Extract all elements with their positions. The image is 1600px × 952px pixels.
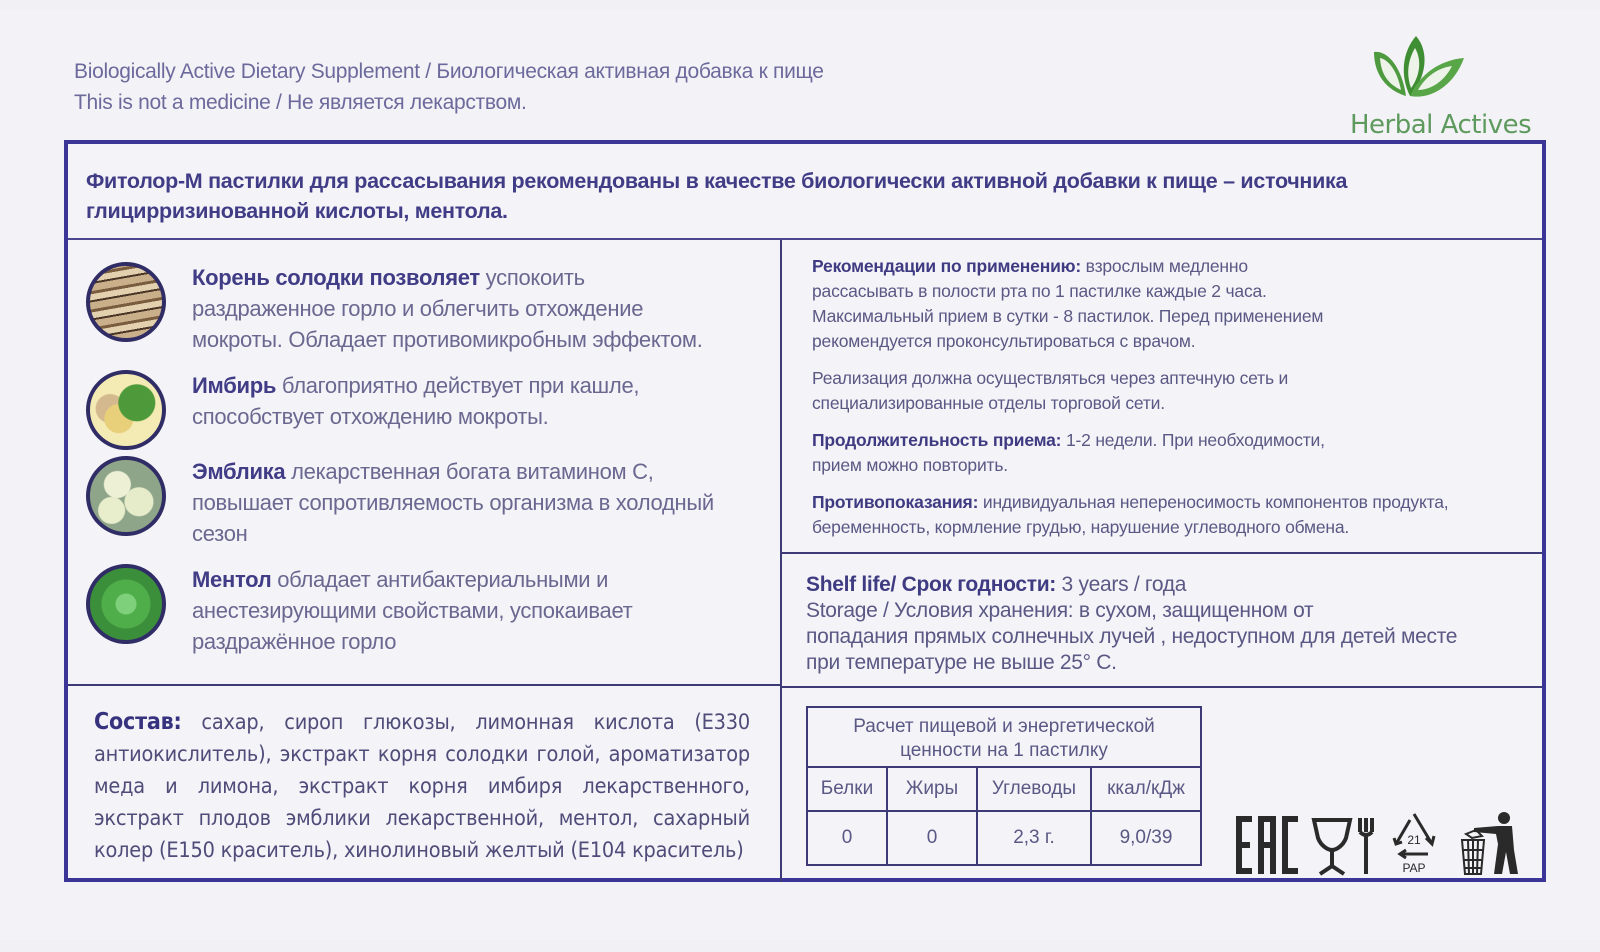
duration-label: Продолжительность приема:	[812, 430, 1062, 450]
caption-line: Расчет пищевой и энергетической	[853, 716, 1155, 737]
recommendations-text: рекомендуется проконсультироваться с врачом.	[812, 331, 1196, 351]
nutrition-values-row	[807, 811, 1201, 865]
value-energy: 9,0/39	[1091, 811, 1201, 865]
storage-text: Storage / Условия хранения: в сухом, защищенном от	[806, 599, 1314, 622]
header-carbs: Углеводы	[977, 767, 1091, 811]
shelf-life-storage	[806, 572, 1526, 676]
ingredient-name: Эмблика	[192, 459, 286, 484]
ingredient-text	[192, 262, 703, 355]
caption-line: ценности на 1 пастилку	[900, 740, 1108, 761]
ingredient-text	[192, 564, 632, 657]
tidy-man-icon	[1458, 810, 1518, 876]
composition-label: Состав:	[94, 709, 182, 735]
ingredient-ginger	[86, 370, 766, 450]
ingredient-desc: обладает антибактериальными и	[271, 567, 609, 592]
recycle-pap-icon	[1386, 810, 1442, 876]
nutrition-table	[806, 706, 1202, 866]
composition	[94, 706, 750, 867]
shelf-life-value: 3 years / года	[1056, 573, 1187, 596]
value-carbs: 2,3 г.	[977, 811, 1091, 865]
ingredient-name: Имбирь	[192, 373, 277, 398]
info-frame	[64, 140, 1546, 882]
nutrition-header-row	[807, 767, 1201, 811]
shelf-life-label: Shelf life/ Срок годности:	[806, 573, 1057, 596]
ginger-image	[86, 370, 166, 450]
duration-text: прием можно повторить.	[812, 455, 1008, 475]
header-protein: Белки	[807, 767, 887, 811]
duration-text: 1-2 недели. При необходимости,	[1061, 430, 1325, 450]
storage-text: при температуре не выше 25° С.	[806, 651, 1117, 674]
contraindications	[812, 490, 1512, 540]
eac-mark-icon	[1236, 814, 1300, 876]
recommendations-text: рассасывать в полости рта по 1 пастилке каждые 2 часа.	[812, 281, 1267, 301]
row-divider-right-bottom	[780, 686, 1542, 688]
leaves-icon	[1368, 34, 1468, 104]
ingredient-desc: успокоить	[479, 265, 585, 290]
recommendations-text: Максимальный прием в сутки - 8 пастилок. Перед применением	[812, 306, 1324, 326]
ingredient-name: Ментол	[192, 567, 272, 592]
product-description	[68, 144, 1542, 240]
certification-marks	[1236, 804, 1526, 884]
header-fat: Жиры	[887, 767, 977, 811]
composition-text: сахар, сироп глюкозы, лимонная кислота (Е330 антиокислитель), экстракт корня солодки голой, ароматизатор меда и лимона, экстракт корня имбиря лекарственного, экстракт плодов эмблики лекарственной, ментол, сахарный колер (Е150 краситель), хинолиновый желтый (Е104 краситель)	[94, 710, 750, 863]
licorice-root-image	[86, 262, 166, 342]
mint-image	[86, 564, 166, 644]
value-fat: 0	[887, 811, 977, 865]
ingredient-desc: раздражённое горло	[192, 629, 397, 654]
ingredient-desc: анестезирующими свойствами, успокаивает	[192, 598, 633, 623]
ingredient-text	[192, 370, 639, 432]
ingredient-desc: мокроты. Обладает противомикробным эффектом.	[192, 327, 703, 352]
ingredient-text	[192, 456, 714, 549]
ingredient-desc: повышает сопротивляемость организма в холодный	[192, 490, 714, 515]
row-divider-left	[68, 684, 780, 686]
ingredient-desc: благоприятно действует при кашле,	[276, 373, 640, 398]
recommendations-label: Рекомендации по применению:	[812, 256, 1082, 276]
nutrition-caption	[807, 707, 1201, 767]
ingredient-name: Корень солодки позволяет	[192, 265, 480, 290]
header-energy: ккал/кДж	[1091, 767, 1201, 811]
ingredient-desc: способствует отхождению мокроты.	[192, 404, 549, 429]
description-line-1: Фитолор-М пастилки для рассасывания рекомендованы в качестве биологически активной добавки к пище – источника	[86, 169, 1348, 193]
sales-text: специализированные отделы торговой сети.	[812, 393, 1165, 413]
usage-recommendations	[812, 254, 1512, 354]
value-protein: 0	[807, 811, 887, 865]
contraindications-label: Противопоказания:	[812, 492, 979, 512]
notice-line-1: Biologically Active Dietary Supplement / Биологическая активная добавка к пище	[74, 60, 824, 83]
sales-text: Реализация должна осуществляться через аптечную сеть и	[812, 368, 1289, 388]
contraindications-text: индивидуальная непереносимость компонентов продукта,	[978, 492, 1449, 512]
storage-text: попадания прямых солнечных лучей , недоступном для детей месте	[806, 625, 1458, 648]
svg-text:21: 21	[1407, 833, 1421, 847]
recommendations-text: взрослым медленно	[1081, 256, 1248, 276]
svg-text:PAP: PAP	[1402, 861, 1426, 875]
sales-note	[812, 366, 1512, 416]
row-divider-right-top	[780, 552, 1542, 554]
ingredient-menthol	[86, 564, 766, 657]
column-divider	[780, 240, 782, 882]
ingredient-emblica	[86, 456, 766, 549]
emblica-image	[86, 456, 166, 536]
brand-name: Herbal Actives	[1350, 110, 1532, 140]
contraindications-text: беременность, кормление грудью, нарушение углеводного обмена.	[812, 517, 1350, 537]
supplement-notice	[74, 56, 824, 118]
intake-duration	[812, 428, 1512, 478]
notice-line-2: This is not a medicine / Не является лекарством.	[74, 91, 527, 114]
food-contact-icon	[1310, 814, 1376, 876]
brand-logo	[1340, 34, 1550, 144]
ingredient-licorice	[86, 262, 766, 355]
ingredient-desc: сезон	[192, 521, 248, 546]
ingredient-desc: лекарственная богата витамином С,	[285, 459, 654, 484]
description-line-2: глицирризинованной кислоты, ментола.	[86, 199, 508, 223]
ingredient-desc: раздраженное горло и облегчить отхождение	[192, 296, 644, 321]
